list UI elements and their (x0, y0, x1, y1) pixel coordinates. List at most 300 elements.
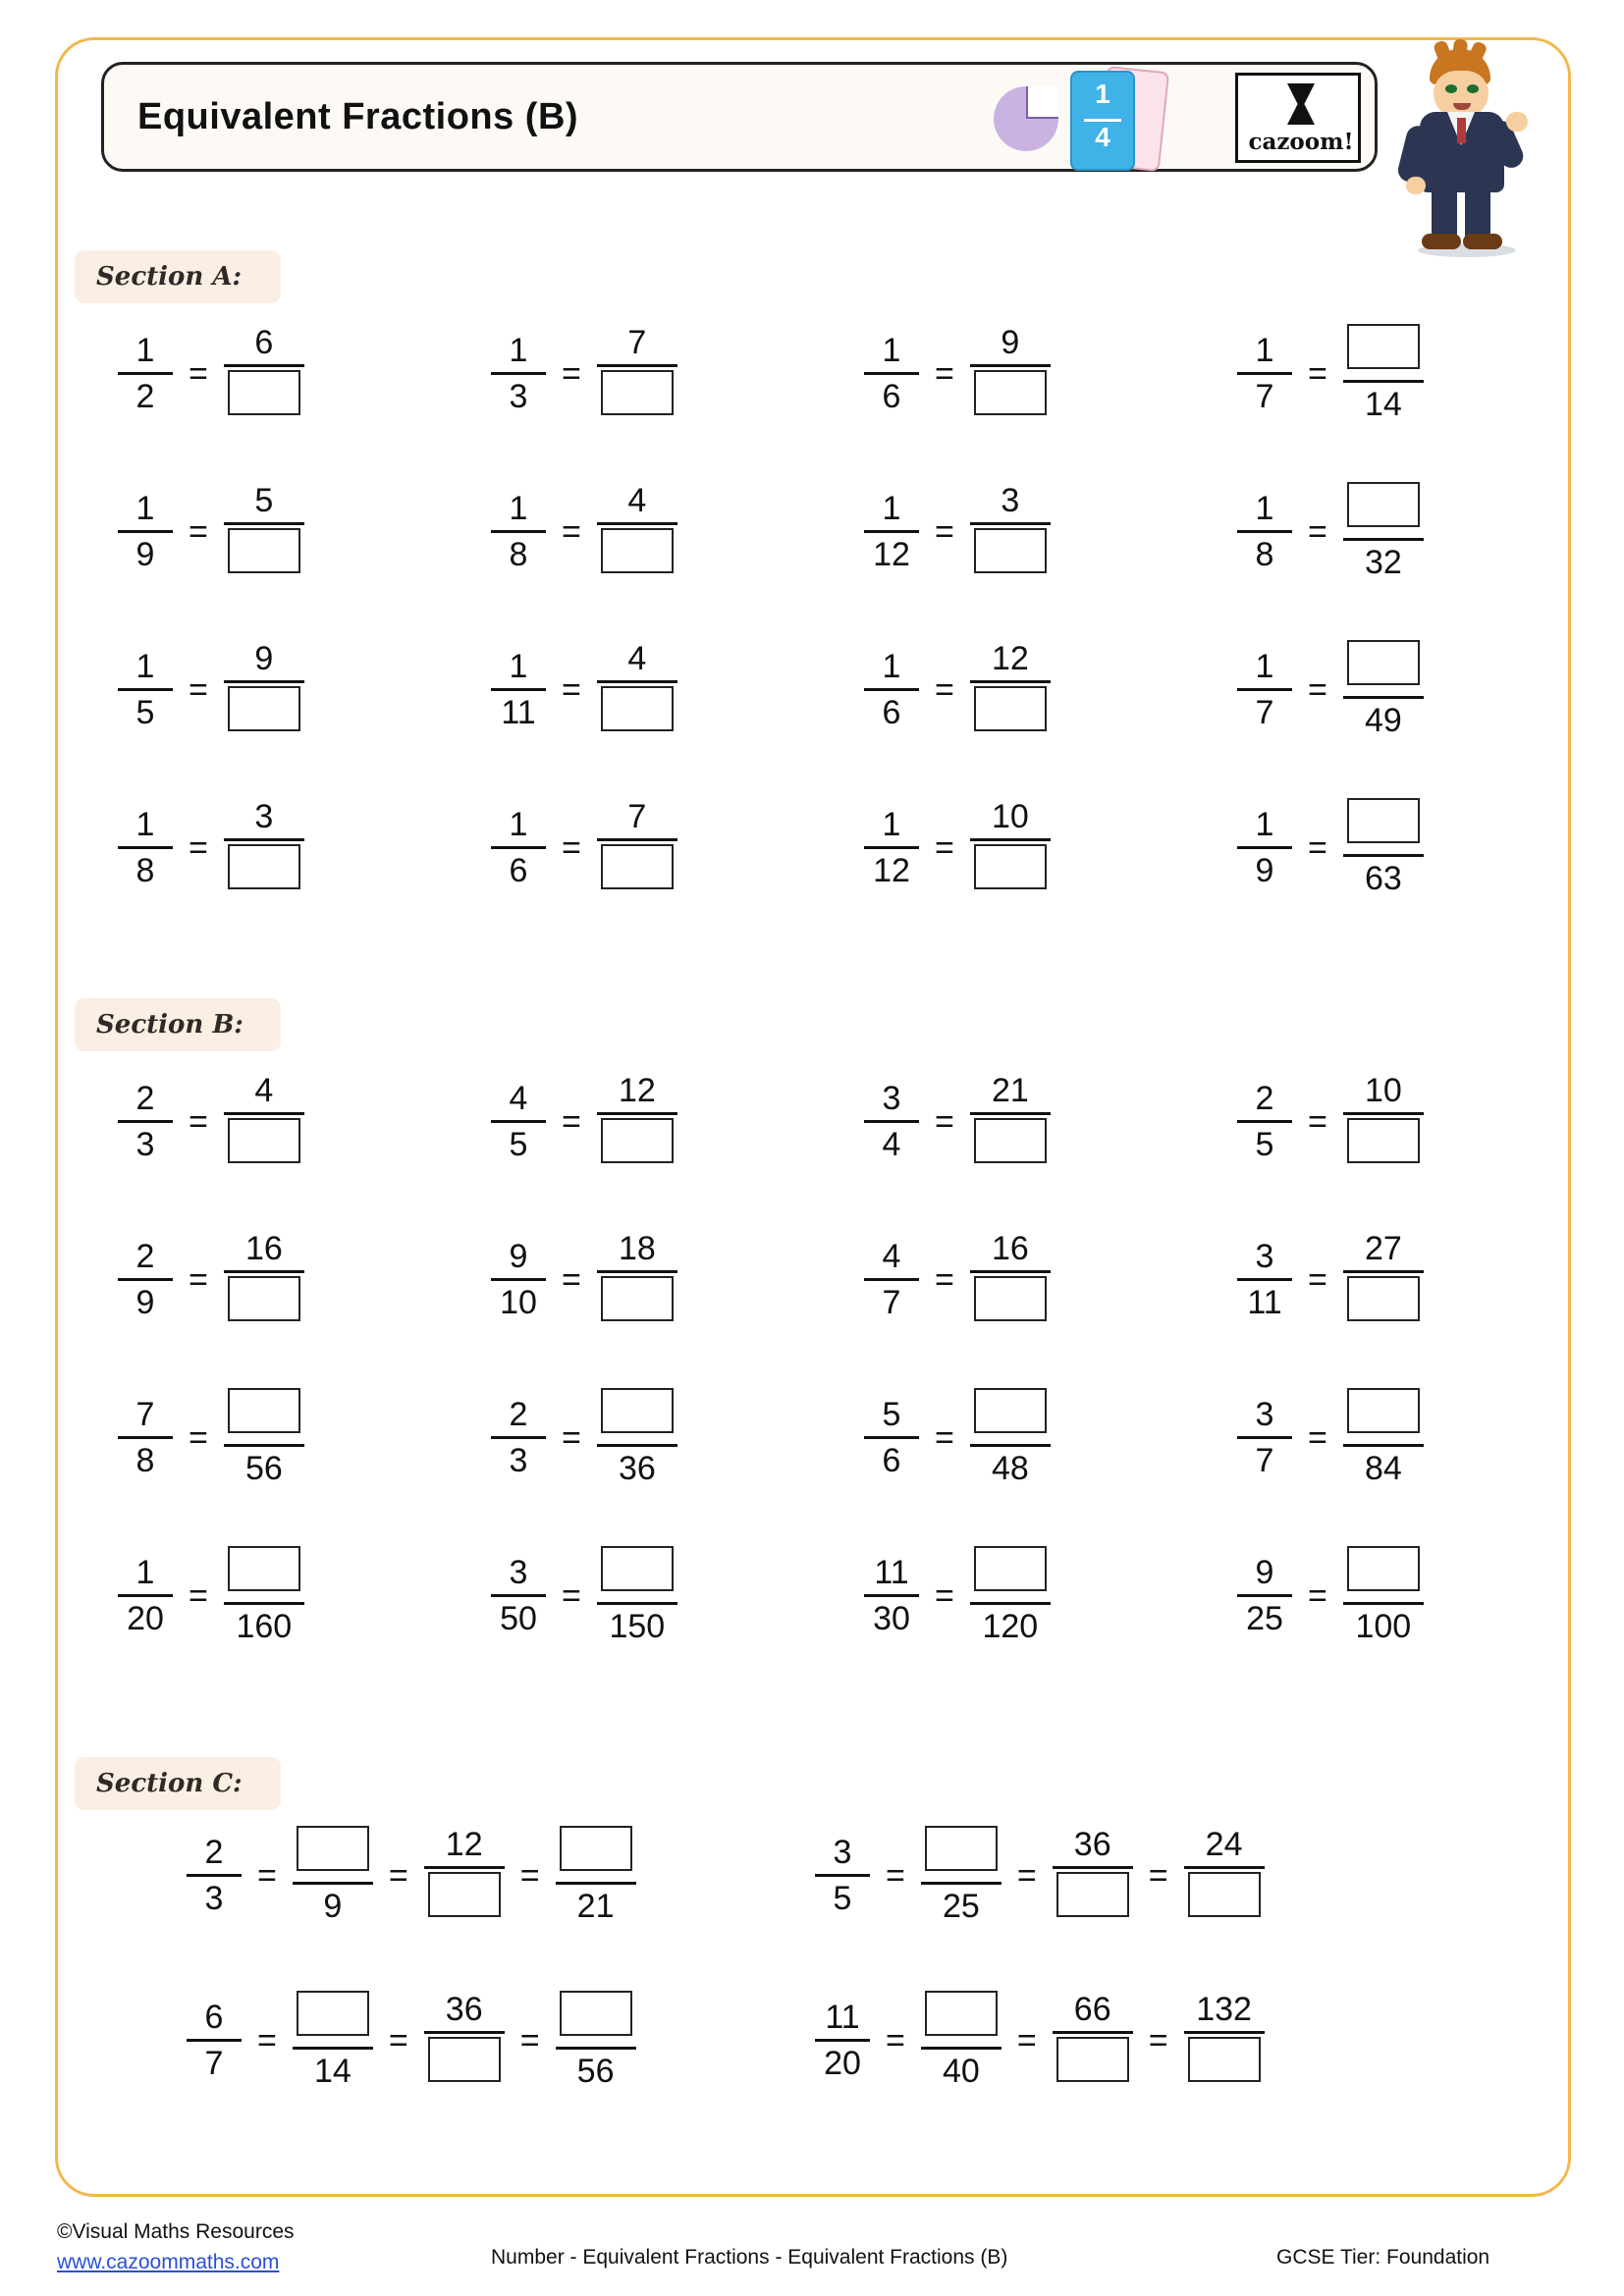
fraction-right (970, 482, 1051, 581)
fraction-right-vinculum (970, 1112, 1051, 1115)
fraction-right-denominator-blank[interactable] (974, 528, 1047, 573)
fraction-left-numerator: 1 (135, 332, 155, 369)
fraction-right (970, 1230, 1051, 1329)
fraction-right (1343, 324, 1424, 423)
fraction-left-numerator: 3 (509, 1554, 528, 1591)
fraction-card-icon (1070, 71, 1135, 171)
fraction-right-vinculum (597, 1112, 677, 1115)
fraction-left-vinculum (864, 846, 919, 849)
fraction-right-vinculum (597, 680, 677, 683)
question-a-4-3 (864, 798, 1051, 897)
fraction-right-numerator[interactable] (1343, 482, 1424, 535)
fraction-term-2 (921, 1991, 1001, 2090)
fraction-right (224, 798, 304, 897)
question-c-1-2 (815, 1826, 1265, 1925)
question-a-3-3 (864, 640, 1051, 739)
fraction-term-4 (556, 1826, 636, 1925)
fraction-right-vinculum (224, 1444, 304, 1447)
fraction-right (597, 798, 677, 897)
fraction-right-denominator[interactable] (970, 1276, 1051, 1329)
fraction-right-numerator[interactable] (597, 1546, 677, 1599)
fraction-left-numerator: 1 (135, 490, 155, 527)
fraction-term-3-denominator[interactable] (424, 1872, 505, 1925)
fraction-right-numerator-blank[interactable] (974, 1546, 1047, 1591)
fraction-term-1 (187, 1834, 242, 1917)
fraction-right-numerator[interactable] (1343, 1546, 1424, 1599)
equals-sign: = (388, 1856, 408, 1895)
fraction-right-numerator: 16 (244, 1230, 283, 1267)
fraction-left (1237, 1238, 1292, 1321)
fraction-right (597, 324, 677, 423)
fraction-right-numerator: 6 (254, 324, 274, 361)
fraction-right-denominator-blank[interactable] (228, 844, 300, 889)
fraction-term-2-numerator[interactable] (293, 1991, 373, 2044)
fraction-right-vinculum (970, 522, 1051, 525)
fraction-right-vinculum (1343, 1112, 1424, 1115)
fraction-term-2-numerator-blank[interactable] (925, 1826, 998, 1871)
fraction-right-numerator: 10 (1364, 1072, 1402, 1109)
fraction-right-denominator-blank[interactable] (228, 528, 300, 573)
fraction-term-4-denominator-blank[interactable] (1188, 2037, 1261, 2082)
question-b-2-2 (491, 1230, 677, 1329)
fraction-left-numerator: 1 (135, 1554, 155, 1591)
fraction-right-denominator-blank[interactable] (974, 844, 1047, 889)
equals-sign: = (189, 354, 208, 393)
fraction-right-vinculum (597, 522, 677, 525)
fraction-left-numerator: 1 (1255, 490, 1274, 527)
fraction-right (597, 1546, 677, 1645)
fraction-right-numerator-blank[interactable] (1347, 640, 1420, 685)
fraction-right-denominator-blank[interactable] (601, 528, 674, 573)
fraction-right-denominator[interactable] (1343, 1276, 1424, 1329)
fraction-term-3 (424, 1991, 505, 2090)
fraction-left-numerator: 1 (509, 648, 528, 685)
fraction-right-vinculum (1343, 1602, 1424, 1605)
fraction-left (118, 1554, 173, 1637)
section-c-heading: Section C: (75, 1757, 281, 1810)
fraction-left-denominator: 12 (873, 536, 910, 573)
fraction-left-vinculum (1237, 530, 1292, 533)
fraction-left-numerator: 2 (1255, 1080, 1274, 1117)
fraction-right-denominator[interactable] (1343, 1118, 1424, 1171)
fraction-term-3-vinculum (1053, 2031, 1133, 2034)
fraction-right-denominator: 56 (244, 1450, 283, 1487)
fraction-term-3-numerator: 36 (445, 1991, 483, 2028)
fraction-term-3-denominator-blank[interactable] (1056, 1872, 1129, 1917)
question-b-2-3 (864, 1230, 1051, 1329)
fraction-left-denominator: 12 (873, 852, 910, 889)
fraction-right-denominator[interactable] (597, 844, 677, 897)
fraction-left (864, 648, 919, 731)
fraction-term-3-denominator[interactable] (1053, 1872, 1133, 1925)
equals-sign: = (189, 1418, 208, 1457)
fraction-term-1 (815, 1834, 870, 1917)
section-b-heading: Section B: (75, 998, 281, 1051)
fraction-left-vinculum (118, 1278, 173, 1281)
fraction-right-denominator-blank[interactable] (1347, 1118, 1420, 1163)
fraction-right-denominator: 84 (1364, 1450, 1402, 1487)
fraction-right-denominator[interactable] (597, 1276, 677, 1329)
fraction-term-3-numerator: 36 (1073, 1826, 1111, 1863)
question-a-2-3 (864, 482, 1051, 581)
fraction-right-numerator: 5 (254, 482, 274, 519)
fraction-left (864, 1238, 919, 1321)
fraction-right-numerator-blank[interactable] (1347, 324, 1420, 369)
fraction-right-vinculum (1343, 696, 1424, 699)
fraction-right-numerator-blank[interactable] (601, 1546, 674, 1591)
equals-sign: = (189, 1102, 208, 1141)
fraction-right-denominator[interactable] (224, 844, 304, 897)
fraction-right-denominator[interactable] (597, 370, 677, 423)
fraction-right (597, 1388, 677, 1487)
fraction-term-2-vinculum (921, 1882, 1001, 1885)
fraction-term-1-numerator: 11 (825, 1999, 860, 2036)
fraction-term-4-numerator: 132 (1196, 1991, 1252, 2028)
fraction-term-3-numerator: 12 (445, 1826, 483, 1863)
fraction-term-3-vinculum (1053, 1866, 1133, 1869)
fraction-term-3-denominator[interactable] (424, 2037, 505, 2090)
fraction-left-numerator: 1 (1255, 806, 1274, 843)
fraction-right (597, 1230, 677, 1329)
fraction-left-vinculum (491, 1120, 546, 1123)
fraction-right-vinculum (970, 1270, 1051, 1273)
fraction-right-denominator: 48 (991, 1450, 1029, 1487)
fraction-left (864, 490, 919, 573)
fraction-right-numerator[interactable] (970, 1546, 1051, 1599)
question-a-3-2 (491, 640, 677, 739)
fraction-right-vinculum (224, 364, 304, 367)
fraction-right-numerator-blank[interactable] (228, 1388, 300, 1433)
fraction-right-numerator-blank[interactable] (1347, 1546, 1420, 1591)
fraction-left (491, 490, 546, 573)
fraction-left-vinculum (118, 688, 173, 691)
fraction-right (970, 798, 1051, 897)
question-a-1-3 (864, 324, 1051, 423)
page-title: Equivalent Fractions (B) (137, 96, 579, 137)
equals-sign: = (935, 828, 954, 867)
question-a-3-1 (118, 640, 304, 739)
fraction-right-denominator-blank[interactable] (228, 370, 300, 415)
question-b-3-3 (864, 1388, 1051, 1487)
fraction-right-vinculum (970, 680, 1051, 683)
fraction-term-4-numerator[interactable] (556, 1991, 636, 2044)
fraction-right-denominator[interactable] (970, 844, 1051, 897)
fraction-right-vinculum (597, 1602, 677, 1605)
fraction-right-denominator-blank[interactable] (601, 1118, 674, 1163)
fraction-term-2-denominator: 9 (323, 1888, 343, 1925)
fraction-left-vinculum (1237, 846, 1292, 849)
fraction-term-2-numerator-blank[interactable] (297, 1826, 369, 1871)
fraction-term-2-denominator: 14 (313, 2053, 352, 2090)
equals-sign: = (1308, 1418, 1327, 1457)
fraction-left (864, 1080, 919, 1163)
fraction-term-2-numerator-blank[interactable] (297, 1991, 369, 2036)
fraction-term-4-denominator[interactable] (1184, 2037, 1265, 2090)
fraction-term-1-vinculum (187, 2039, 242, 2042)
fraction-right-numerator-blank[interactable] (601, 1388, 674, 1433)
equals-sign: = (886, 2021, 905, 2059)
fraction-term-3-denominator[interactable] (1053, 2037, 1133, 2090)
fraction-term-1-numerator: 3 (833, 1834, 852, 1871)
question-b-4-3 (864, 1546, 1051, 1645)
fraction-right-denominator[interactable] (970, 1118, 1051, 1171)
fraction-term-4-denominator: 21 (576, 1888, 615, 1925)
fraction-term-3 (1053, 1826, 1133, 1925)
fraction-right-denominator[interactable] (224, 686, 304, 739)
fraction-right-numerator: 9 (254, 640, 274, 677)
cazoom-logo (1235, 73, 1361, 163)
equals-sign: = (562, 1102, 581, 1141)
fraction-right-numerator-blank[interactable] (974, 1388, 1047, 1433)
fraction-left-numerator: 1 (509, 332, 528, 369)
fraction-right-vinculum (970, 364, 1051, 367)
fraction-right-vinculum (224, 1270, 304, 1273)
fraction-left-vinculum (118, 1120, 173, 1123)
fraction-left-numerator: 9 (1255, 1554, 1274, 1591)
fraction-term-2-numerator-blank[interactable] (925, 1991, 998, 2036)
fraction-term-4-denominator-blank[interactable] (1188, 1872, 1261, 1917)
equals-sign: = (1016, 2021, 1037, 2059)
fraction-right-vinculum (224, 680, 304, 683)
fraction-right-vinculum (597, 1444, 677, 1447)
fraction-right-numerator[interactable] (1343, 640, 1424, 693)
fraction-right-denominator[interactable] (597, 686, 677, 739)
fraction-right-denominator-blank[interactable] (228, 1276, 300, 1321)
fraction-right-numerator-blank[interactable] (228, 1546, 300, 1591)
fraction-left-vinculum (118, 1436, 173, 1439)
fraction-right-numerator: 12 (991, 640, 1029, 677)
fraction-term-3 (424, 1826, 505, 1925)
fraction-right (224, 1546, 304, 1645)
fraction-left-vinculum (118, 846, 173, 849)
fraction-left-denominator: 7 (1255, 694, 1274, 731)
fraction-right-denominator-blank[interactable] (974, 1118, 1047, 1163)
question-a-2-4 (1237, 482, 1424, 581)
question-b-2-4 (1237, 1230, 1424, 1329)
mascot-illustration (1392, 41, 1540, 257)
section-a-heading: Section A: (75, 250, 281, 303)
fraction-left-numerator: 3 (882, 1080, 901, 1117)
question-c-1-1 (187, 1826, 636, 1925)
question-b-1-2 (491, 1072, 677, 1171)
fraction-right-denominator[interactable] (224, 1276, 304, 1329)
fraction-right-numerator: 3 (254, 798, 274, 835)
fraction-left-numerator: 11 (874, 1554, 909, 1591)
fraction-right-denominator-blank[interactable] (601, 1276, 674, 1321)
card-denominator: 4 (1095, 122, 1110, 152)
fraction-right-vinculum (597, 1270, 677, 1273)
fraction-right-numerator-blank[interactable] (1347, 482, 1420, 527)
fraction-right-denominator-blank[interactable] (228, 686, 300, 731)
fraction-right-numerator: 12 (618, 1072, 656, 1109)
equals-sign: = (1308, 1576, 1327, 1615)
fraction-right-vinculum (1343, 538, 1424, 541)
fraction-right-numerator: 3 (1001, 482, 1020, 519)
fraction-left (118, 1080, 173, 1163)
fraction-left (118, 648, 173, 731)
fraction-left-numerator: 1 (509, 806, 528, 843)
fraction-term-4 (1184, 1991, 1265, 2090)
fraction-right-numerator[interactable] (1343, 1388, 1424, 1441)
fraction-right-denominator: 36 (618, 1450, 656, 1487)
footer-website-link[interactable]: www.cazoommaths.com (57, 2251, 280, 2273)
fraction-left-vinculum (118, 530, 173, 533)
fraction-left-denominator: 5 (1255, 1126, 1274, 1163)
fraction-right-denominator-blank[interactable] (974, 1276, 1047, 1321)
fraction-left-denominator: 2 (135, 378, 155, 415)
equals-sign: = (189, 512, 208, 551)
fraction-right (970, 1546, 1051, 1645)
fraction-right-denominator-blank[interactable] (1347, 1276, 1420, 1321)
fraction-right-numerator[interactable] (224, 1546, 304, 1599)
fraction-left (1237, 806, 1292, 889)
question-b-4-1 (118, 1546, 304, 1645)
fraction-right-numerator: 27 (1364, 1230, 1402, 1267)
fraction-right (1343, 482, 1424, 581)
fraction-right-vinculum (1343, 1270, 1424, 1273)
fraction-term-4-numerator[interactable] (556, 1826, 636, 1879)
fraction-term-2-denominator: 40 (942, 2053, 980, 2090)
fraction-term-4-vinculum (1184, 1866, 1265, 1869)
fraction-right (1343, 1072, 1424, 1171)
fraction-term-4-denominator[interactable] (1184, 1872, 1265, 1925)
fraction-term-4-numerator-blank[interactable] (560, 1826, 632, 1871)
fraction-right-denominator-blank[interactable] (228, 1118, 300, 1163)
fraction-right (224, 482, 304, 581)
fraction-right-denominator[interactable] (970, 528, 1051, 581)
fraction-right-denominator-blank[interactable] (974, 370, 1047, 415)
fraction-right-numerator[interactable] (597, 1388, 677, 1441)
fraction-left-vinculum (491, 688, 546, 691)
fraction-left (491, 332, 546, 415)
fraction-right-denominator[interactable] (597, 1118, 677, 1171)
fraction-left-denominator: 6 (882, 1442, 901, 1479)
equals-sign: = (1308, 354, 1327, 393)
fraction-right-denominator: 150 (609, 1608, 666, 1645)
fraction-left-denominator: 11 (1247, 1284, 1282, 1321)
fraction-left-denominator: 25 (1246, 1600, 1283, 1637)
fraction-right-denominator-blank[interactable] (974, 686, 1047, 731)
equals-sign: = (562, 354, 581, 393)
fraction-right-denominator[interactable] (970, 370, 1051, 423)
equals-sign: = (388, 2021, 408, 2059)
fraction-right-denominator[interactable] (224, 1118, 304, 1171)
fraction-right-denominator: 32 (1364, 544, 1402, 581)
fraction-term-2-numerator[interactable] (293, 1826, 373, 1879)
fraction-left-denominator: 8 (1255, 536, 1274, 573)
fraction-term-2-numerator[interactable] (921, 1991, 1001, 2044)
fraction-right-vinculum (970, 1602, 1051, 1605)
footer-topic: Number - Equivalent Fractions - Equivalent Fractions (B) (491, 2246, 1008, 2269)
fraction-term-4-numerator-blank[interactable] (560, 1991, 632, 2036)
fraction-term-3-denominator-blank[interactable] (1056, 2037, 1129, 2082)
fraction-term-3-denominator-blank[interactable] (428, 2037, 501, 2082)
equals-sign: = (935, 1418, 954, 1457)
fraction-left-denominator: 8 (135, 1442, 155, 1479)
fraction-right-numerator: 4 (627, 482, 647, 519)
fraction-term-3-denominator-blank[interactable] (428, 1872, 501, 1917)
fraction-term-1-numerator: 2 (204, 1834, 224, 1871)
fraction-right-numerator[interactable] (224, 1388, 304, 1441)
fraction-right-denominator-blank[interactable] (601, 370, 674, 415)
fraction-right (597, 482, 677, 581)
fraction-right (224, 640, 304, 739)
fraction-left-denominator: 8 (509, 536, 528, 573)
fraction-right-vinculum (1343, 1444, 1424, 1447)
fraction-right-vinculum (224, 1112, 304, 1115)
fraction-term-3 (1053, 1991, 1133, 2090)
fraction-right-denominator[interactable] (224, 370, 304, 423)
fraction-left-denominator: 10 (500, 1284, 537, 1321)
fraction-right-denominator-blank[interactable] (601, 686, 674, 731)
fraction-left-denominator: 9 (1255, 852, 1274, 889)
question-b-3-4 (1237, 1388, 1424, 1487)
fraction-left-vinculum (1237, 1436, 1292, 1439)
fraction-right-numerator: 21 (991, 1072, 1029, 1109)
fraction-term-2 (293, 1991, 373, 2090)
fraction-left-numerator: 1 (882, 806, 901, 843)
fraction-left-vinculum (864, 1594, 919, 1597)
fraction-right-numerator[interactable] (970, 1388, 1051, 1441)
fraction-term-2-numerator[interactable] (921, 1826, 1001, 1879)
fraction-term-1-denominator: 7 (204, 2045, 224, 2082)
fraction-right-numerator: 9 (1001, 324, 1020, 361)
question-b-3-2 (491, 1388, 677, 1487)
equals-sign: = (1148, 1856, 1168, 1895)
fraction-right-denominator: 63 (1364, 860, 1402, 897)
fraction-right-denominator-blank[interactable] (601, 844, 674, 889)
fraction-left-denominator: 6 (509, 852, 528, 889)
equals-sign: = (562, 1260, 581, 1299)
fraction-left-denominator: 9 (135, 536, 155, 573)
fraction-left-vinculum (491, 846, 546, 849)
question-a-1-2 (491, 324, 677, 423)
fraction-left-numerator: 1 (882, 490, 901, 527)
fraction-left-numerator: 3 (1255, 1396, 1274, 1433)
equals-sign: = (1308, 828, 1327, 867)
fraction-right-numerator[interactable] (1343, 798, 1424, 851)
fraction-left-denominator: 3 (135, 1126, 155, 1163)
fraction-left-numerator: 7 (135, 1396, 155, 1433)
fraction-right-vinculum (1343, 854, 1424, 857)
fraction-right-numerator-blank[interactable] (1347, 798, 1420, 843)
fraction-term-4 (556, 1991, 636, 2090)
fraction-left (491, 1238, 546, 1321)
fraction-right-denominator: 120 (982, 1608, 1039, 1645)
equals-sign: = (1148, 2021, 1168, 2059)
equals-sign: = (935, 670, 954, 709)
fraction-right (970, 1072, 1051, 1171)
fraction-left-denominator: 6 (882, 694, 901, 731)
fraction-right (1343, 1230, 1424, 1329)
fraction-right-numerator[interactable] (1343, 324, 1424, 377)
fraction-term-1-denominator: 3 (204, 1880, 224, 1917)
fraction-right (224, 1230, 304, 1329)
fraction-term-3-numerator: 66 (1073, 1991, 1111, 2028)
fraction-right-denominator[interactable] (597, 528, 677, 581)
equals-sign: = (189, 1576, 208, 1615)
fraction-term-4-vinculum (1184, 2031, 1265, 2034)
fraction-left (118, 806, 173, 889)
fraction-left-numerator: 2 (135, 1238, 155, 1275)
footer-copyright: ©Visual Maths Resources (57, 2220, 295, 2243)
fraction-left-denominator: 11 (501, 694, 536, 731)
fraction-right-denominator[interactable] (224, 528, 304, 581)
fraction-left-vinculum (118, 372, 173, 375)
fraction-right-denominator[interactable] (970, 686, 1051, 739)
fraction-right-numerator-blank[interactable] (1347, 1388, 1420, 1433)
equals-sign: = (1308, 1260, 1327, 1299)
